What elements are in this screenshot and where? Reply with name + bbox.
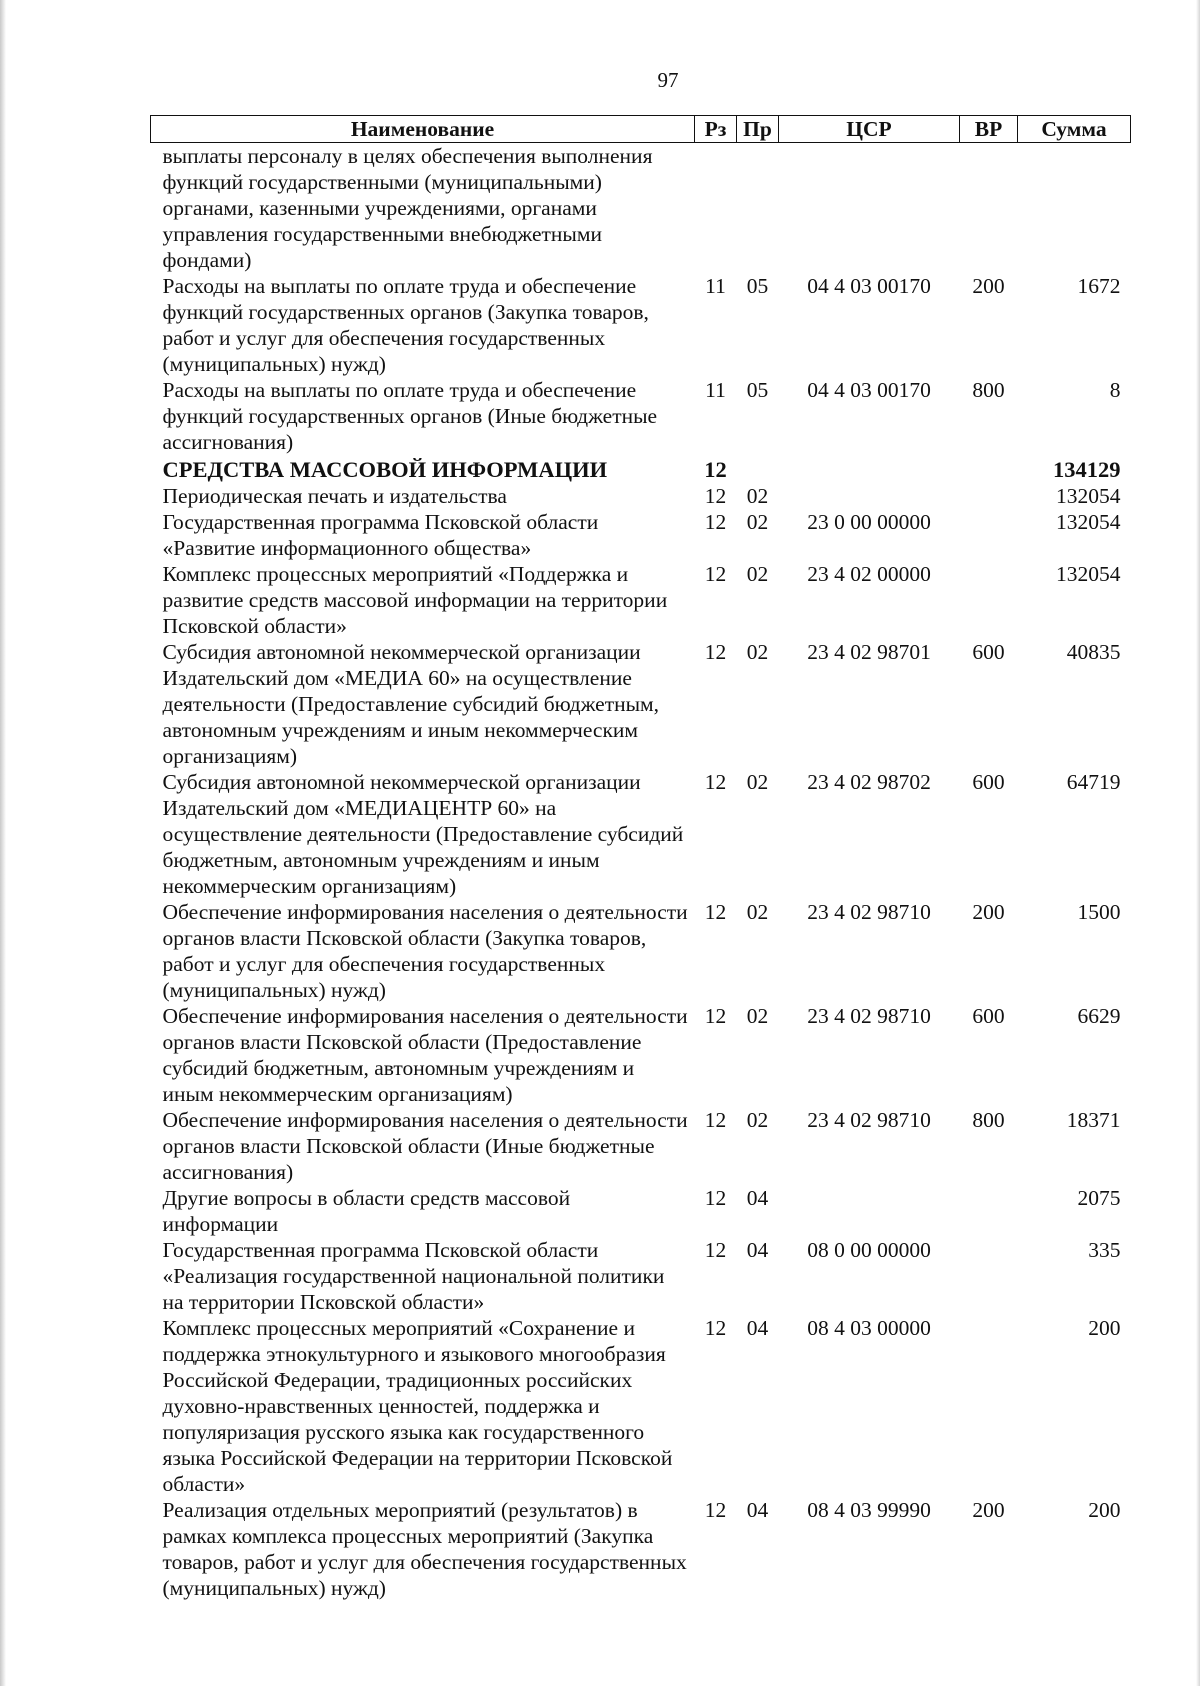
row-csr: 04 4 03 00170 [807, 378, 931, 402]
header-rz: Рз [695, 116, 737, 143]
row-vr [960, 561, 1018, 639]
page-number: 97 [657, 68, 679, 92]
row-csr: 23 4 02 98701 [807, 640, 931, 664]
row-vr [960, 509, 1018, 561]
row-sum: 132054 [1056, 484, 1121, 508]
row-sum: 200 [1088, 1498, 1121, 1522]
row-vr: 600 [972, 770, 1005, 794]
row-vr [960, 1237, 1018, 1315]
row-pr: 02 [746, 900, 769, 924]
row-rz: 12 [704, 457, 727, 482]
row-rz: 12 [704, 1186, 727, 1210]
row-rz: 11 [705, 378, 726, 402]
table-row [151, 483, 1131, 509]
table-row [151, 1107, 1131, 1185]
row-vr: 200 [972, 274, 1005, 298]
row-rz: 12 [704, 1498, 727, 1522]
row-vr [960, 1185, 1018, 1237]
row-name: Государственная программа Псковской области «Развитие информационного общества» [162, 510, 599, 560]
row-pr: 02 [746, 770, 769, 794]
row-pr: 04 [746, 1316, 769, 1340]
row-sum: 64719 [1066, 770, 1121, 794]
row-sum: 40835 [1066, 640, 1121, 664]
row-vr: 200 [972, 900, 1005, 924]
table-row [151, 509, 1131, 561]
row-sum: 200 [1088, 1316, 1121, 1340]
header-name: Наименование [151, 116, 695, 143]
row-pr: 02 [746, 640, 769, 664]
budget-table [150, 115, 1131, 1601]
row-rz: 12 [704, 562, 727, 586]
row-sum: 1672 [1077, 274, 1121, 298]
row-pr: 05 [746, 274, 769, 298]
row-name: Расходы на выплаты по оплате труда и обеспечение функций государственных органов (Иные бюджетные ассигнования) [162, 378, 658, 454]
row-csr: 23 0 00 00000 [807, 510, 931, 534]
row-pr: 02 [746, 1108, 769, 1132]
table-row [151, 377, 1131, 455]
row-name: Расходы на выплаты по оплате труда и обеспечение функций государственных органов (Закупка товаров, работ и услуг для обеспечения государственных (муниципальных) нужд) [162, 274, 649, 376]
row-sum: 8 [1109, 378, 1121, 402]
table-row [151, 143, 1131, 274]
row-sum: 132054 [1056, 562, 1121, 586]
row-rz: 12 [704, 484, 727, 508]
row-rz: 12 [704, 770, 727, 794]
row-sum [1018, 143, 1131, 274]
row-csr [779, 483, 960, 509]
header-vr: ВР [960, 116, 1018, 143]
row-pr: 02 [746, 562, 769, 586]
table-row [151, 1315, 1131, 1497]
section-name: СРЕДСТВА МАССОВОЙ ИНФОРМАЦИИ [162, 457, 608, 482]
row-csr [779, 455, 960, 483]
header-sum: Сумма [1018, 116, 1131, 143]
table-row [151, 561, 1131, 639]
row-vr [960, 455, 1018, 483]
row-csr [779, 143, 960, 274]
row-pr: 02 [746, 1004, 769, 1028]
row-csr: 23 4 02 98710 [807, 1004, 931, 1028]
row-name: Другие вопросы в области средств массовой информации [162, 1186, 571, 1236]
scan-edge-left [0, 0, 6, 1686]
row-name: Обеспечение информирования населения о деятельности органов власти Псковской области (Закупка товаров, работ и услуг для обеспечения государственных (муниципальных) нужд) [162, 900, 688, 1002]
row-csr: 23 4 02 98710 [807, 900, 931, 924]
row-pr: 04 [746, 1186, 769, 1210]
row-rz: 11 [705, 274, 726, 298]
row-rz: 12 [704, 510, 727, 534]
row-pr: 02 [746, 484, 769, 508]
row-sum: 134129 [1053, 457, 1121, 482]
row-csr: 08 4 03 99990 [807, 1498, 931, 1522]
row-name: Комплекс процессных мероприятий «Сохранение и поддержка этнокультурного и языкового многообразия Российской Федерации, традиционных российских духовно-нравственных ценностей, поддержка и популяризация русского языка как государственного языка Российской Федерации на территории Псковской области» [162, 1316, 673, 1496]
row-vr: 200 [972, 1498, 1005, 1522]
row-name: выплаты персоналу в целях обеспечения выполнения функций государственными (муниципальными) органами, казенными учреждениями, органами управления государственными внебюджетными фондами) [162, 144, 653, 272]
table-row [151, 1003, 1131, 1107]
table-row [151, 639, 1131, 769]
row-name: Комплекс процессных мероприятий «Поддержка и развитие средств массовой информации на территории Псковской области» [162, 562, 668, 638]
row-pr [737, 143, 779, 274]
row-name: Государственная программа Псковской области «Реализация государственной национальной политики на территории Псковской области» [162, 1238, 665, 1314]
row-csr [779, 1185, 960, 1237]
row-pr [737, 455, 779, 483]
row-sum: 6629 [1077, 1004, 1121, 1028]
row-rz: 12 [704, 1004, 727, 1028]
table-header-row [151, 116, 1131, 143]
row-vr: 800 [972, 1108, 1005, 1132]
table-row [151, 1185, 1131, 1237]
header-csr: ЦСР [779, 116, 960, 143]
row-pr: 04 [746, 1498, 769, 1522]
table-row [151, 273, 1131, 377]
row-sum: 335 [1088, 1238, 1121, 1262]
row-name: Субсидия автономной некоммерческой организации Издательский дом «МЕДИАЦЕНТР 60» на осуществление деятельности (Предоставление субсидий бюджетным, автономным учреждениям и иным некоммерческим организациям) [162, 770, 684, 898]
row-name: Периодическая печать и издательства [162, 484, 507, 508]
row-rz: 12 [704, 1108, 727, 1132]
section-row [151, 455, 1131, 483]
table-row [151, 899, 1131, 1003]
row-csr: 23 4 02 00000 [807, 562, 931, 586]
row-csr: 08 4 03 00000 [807, 1316, 931, 1340]
row-pr: 02 [746, 510, 769, 534]
row-csr: 23 4 02 98702 [807, 770, 931, 794]
row-sum: 2075 [1077, 1186, 1121, 1210]
row-vr: 600 [972, 640, 1005, 664]
row-sum: 18371 [1066, 1108, 1121, 1132]
row-vr: 600 [972, 1004, 1005, 1028]
row-pr: 05 [746, 378, 769, 402]
row-vr [960, 1315, 1018, 1497]
row-csr: 23 4 02 98710 [807, 1108, 931, 1132]
row-csr: 04 4 03 00170 [807, 274, 931, 298]
row-rz: 12 [704, 640, 727, 664]
row-vr [960, 143, 1018, 274]
table-row [151, 1497, 1131, 1601]
scan-edge-right [1196, 0, 1200, 1686]
row-sum: 132054 [1056, 510, 1121, 534]
row-rz: 12 [704, 1316, 727, 1340]
table-row [151, 769, 1131, 899]
row-sum: 1500 [1077, 900, 1121, 924]
row-rz: 12 [704, 1238, 727, 1262]
row-name: Обеспечение информирования населения о деятельности органов власти Псковской области (Предоставление субсидий бюджетным, автономным учреждениям и иным некоммерческим организациям) [162, 1004, 688, 1106]
row-name: Обеспечение информирования населения о деятельности органов власти Псковской области (Иные бюджетные ассигнования) [162, 1108, 688, 1184]
row-name: Субсидия автономной некоммерческой организации Издательский дом «МЕДИА 60» на осуществление деятельности (Предоставление субсидий бюджетным, автономным учреждениям и иным некоммерческим организациям) [162, 640, 660, 768]
row-csr: 08 0 00 00000 [807, 1238, 931, 1262]
row-rz: 12 [704, 900, 727, 924]
row-name: Реализация отдельных мероприятий (результатов) в рамках комплекса процессных мероприятий (Закупка товаров, работ и услуг для обеспечения государственных (муниципальных) нужд) [162, 1498, 687, 1600]
header-pr: Пр [737, 116, 779, 143]
table-row [151, 1237, 1131, 1315]
row-vr [960, 483, 1018, 509]
row-vr: 800 [972, 378, 1005, 402]
row-pr: 04 [746, 1238, 769, 1262]
row-rz [695, 143, 737, 274]
